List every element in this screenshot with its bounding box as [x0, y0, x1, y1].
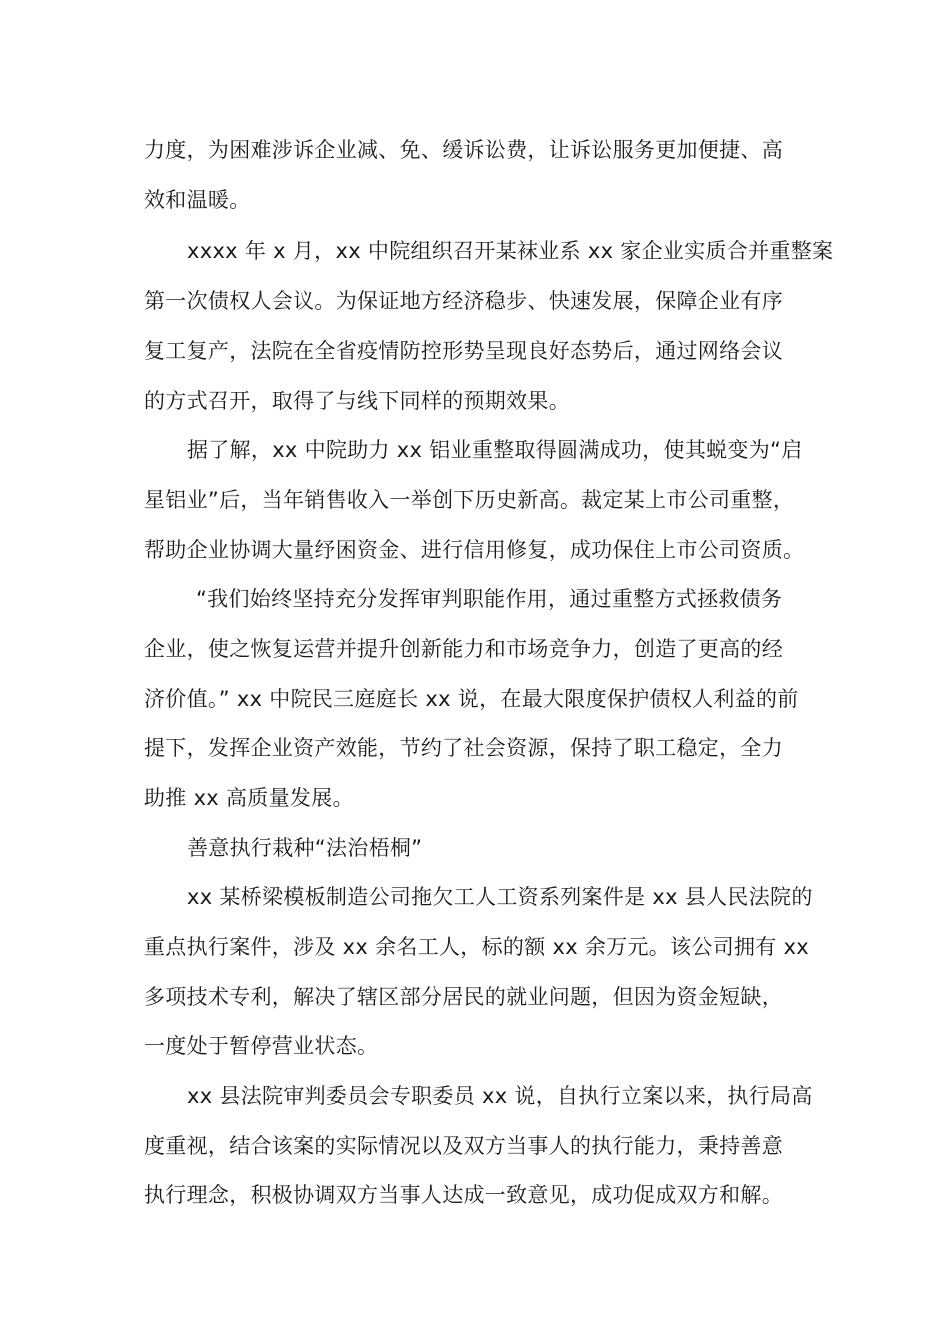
text-line: 力度，为困难涉诉企业减、免、缓诉讼费，让诉讼服务更加便捷、高: [144, 138, 783, 162]
text-line: xxxx 年 x 月，xx 中院组织召开某袜业系 xx 家企业实质合并重整案: [187, 239, 834, 263]
text-line: 帮助企业协调大量纾困资金、进行信用修复，成功保住上市公司资质。: [144, 538, 805, 562]
text-line: 据了解，xx 中院助力 xx 铝业重整取得圆满成功，使其蜕变为“启: [187, 438, 803, 462]
text-line: 一度处于暂停营业状态。: [144, 1034, 379, 1058]
text-line: 的方式召开，取得了与线下同样的预期效果。: [144, 389, 570, 413]
text-line: 济价值。” xx 中院民三庭庭长 xx 说，在最大限度保护债权人利益的前: [144, 687, 799, 711]
text-line: xx 某桥梁模板制造公司拖欠工人工资系列案件是 xx 县人民法院的: [187, 885, 813, 909]
section-heading: 善意执行栽种“法治梧桐”: [187, 836, 423, 860]
text-line: 度重视，结合该案的实际情况以及双方当事人的执行能力，秉持善意: [144, 1134, 783, 1158]
text-line: 第一次债权人会议。为保证地方经济稳步、快速发展，保障企业有序: [144, 289, 783, 313]
text-line: 执行理念，积极协调双方当事人达成一致意见，成功促成双方和解。: [144, 1183, 783, 1207]
text-line: 重点执行案件，涉及 xx 余名工人，标的额 xx 余万元。该公司拥有 xx: [144, 935, 810, 959]
text-line: 多项技术专利，解决了辖区部分居民的就业问题，但因为资金短缺，: [144, 985, 783, 1009]
text-line: “我们始终坚持充分发挥审判职能作用，通过重整方式拯救债务: [196, 587, 783, 611]
text-line: 星铝业”后，当年销售收入一举创下历史新高。裁定某上市公司重整，: [144, 488, 795, 512]
text-line: 助推 xx 高质量发展。: [144, 786, 354, 810]
text-line: xx 县法院审判委员会专职委员 xx 说，自执行立案以来，执行局高: [187, 1084, 813, 1108]
text-line: 企业，使之恢复运营并提升创新能力和市场竞争力，创造了更高的经: [144, 637, 783, 661]
text-line: 复工复产，法院在全省疫情防控形势呈现良好态势后，通过网络会议: [144, 339, 783, 363]
text-line: 提下，发挥企业资产效能，节约了社会资源，保持了职工稳定，全力: [144, 736, 783, 760]
text-line: 效和温暖。: [144, 188, 251, 212]
